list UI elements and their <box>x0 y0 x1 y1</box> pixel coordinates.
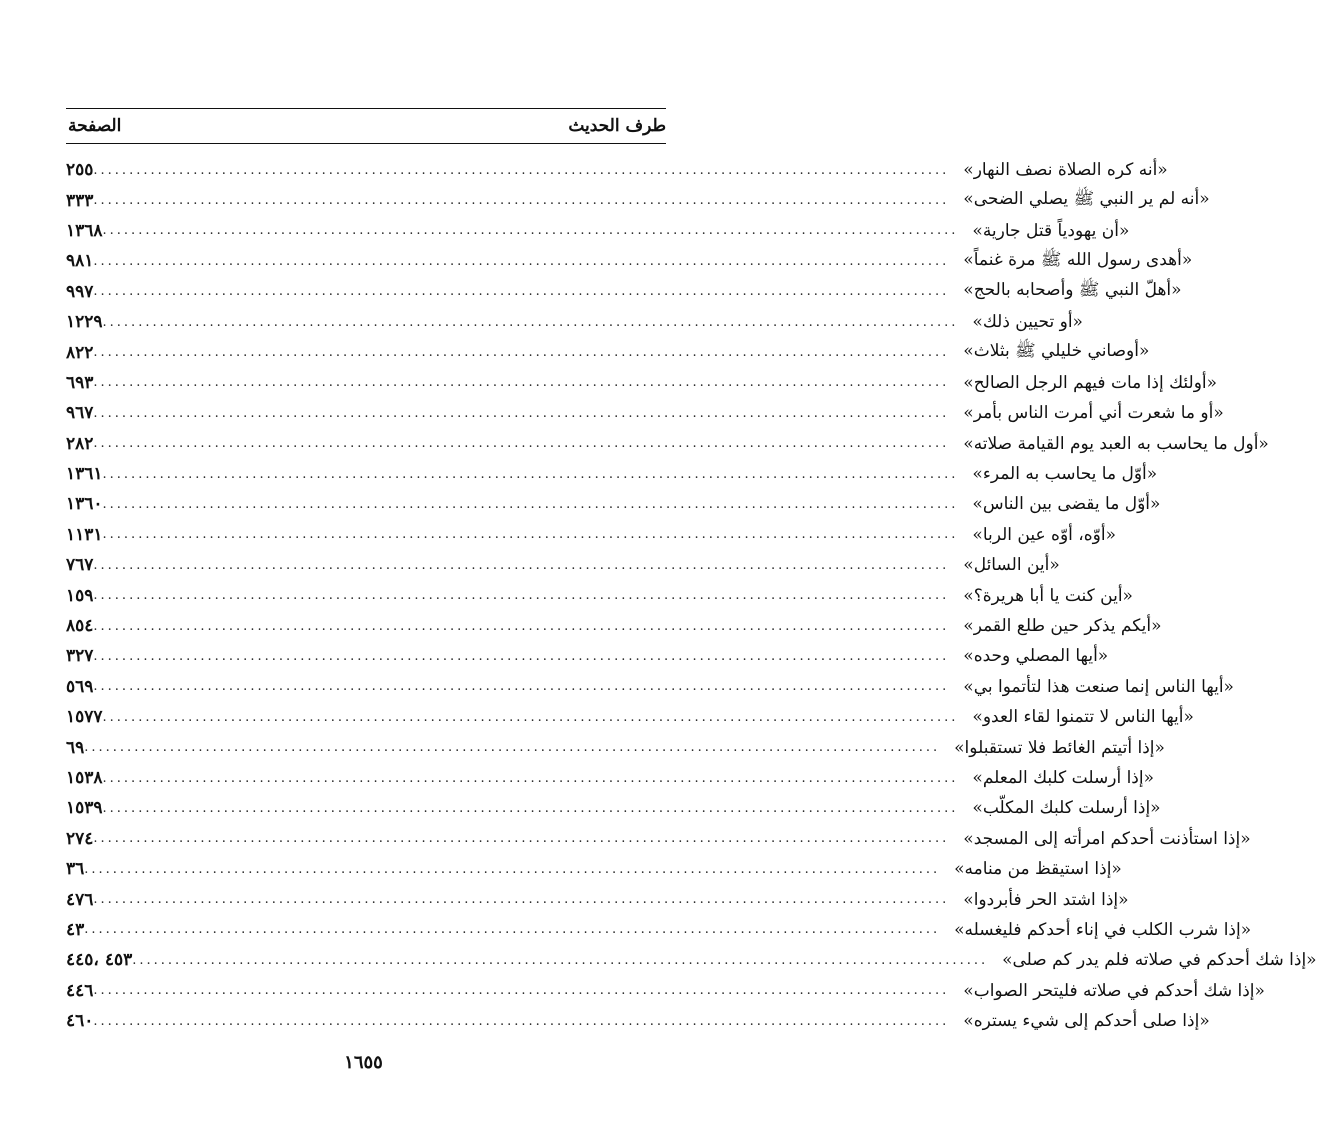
dot-leader: ........................................................................................................................ <box>93 557 950 573</box>
entry-hadith-text: «إذا شرب الكلب في إناء أحدكم فليغسله» <box>954 919 1252 940</box>
entry-page-number: ٩٦٧ <box>66 403 94 424</box>
entry-page-number: ٦٩ <box>66 737 85 758</box>
entry-hadith-text: «إذا أتيتم الغائط فلا تستقبلوا» <box>954 737 1165 758</box>
list-item <box>66 277 1182 307</box>
list-item <box>66 368 1218 398</box>
entry-hadith-text: «أين السائل» <box>963 555 1060 576</box>
list-item <box>66 641 1109 671</box>
dot-leader: ........................................................................................................................ <box>84 740 941 756</box>
entry-page-number: ١١٣١ <box>66 524 103 545</box>
entry-hadith-text: «أين كنت يا أبا هريرة؟» <box>963 585 1133 606</box>
entry-page-number: ٢٧٤ <box>66 828 94 849</box>
entry-page-number: ١٥٣٨ <box>66 768 103 788</box>
entry-hadith-text: «أن يهودياً قتل جارية» <box>972 220 1130 241</box>
entry-page-number: ١٥٩ <box>66 585 94 606</box>
entry-page-number: ٢٨٢ <box>66 433 94 454</box>
list-item <box>66 945 1317 975</box>
list-item <box>66 550 1060 580</box>
list-item <box>66 884 1129 914</box>
entry-page-number: ٣٣٣ <box>66 190 94 211</box>
entry-page-number: ٤٣ <box>66 919 85 940</box>
entry-hadith-text: «إذا استأذنت أحدكم امرأته إلى المسجد» <box>963 828 1251 849</box>
entry-page-number: ٩٨١ <box>66 251 94 272</box>
dot-leader: ........................................................................................................................ <box>84 861 941 877</box>
entry-page-number: ١٣٦١ <box>66 464 103 485</box>
entry-hadith-text: «إذا أرسلت كلبك المكلّب» <box>972 798 1161 819</box>
list-item <box>66 429 1269 459</box>
list-item <box>66 824 1251 854</box>
list-item <box>66 489 1161 519</box>
entry-hadith-text: «أولئك إذا مات فيهم الرجل الصالح» <box>963 372 1218 393</box>
entry-page-number: ٤٦٠ <box>66 1011 94 1032</box>
entry-hadith-text: «أو تحيين ذلك» <box>972 312 1083 333</box>
list-item <box>66 976 1265 1006</box>
entry-hadith-text: «أيها الناس لا تتمنوا لقاء العدو» <box>972 707 1194 728</box>
entry-hadith-text: «إذا اشتد الحر فأبردوا» <box>963 889 1129 910</box>
dot-leader: ........................................................................................................................ <box>93 345 950 361</box>
dot-leader: ........................................................................................................................ <box>93 405 950 421</box>
entry-page-number: ٤٤٦ <box>66 980 94 1001</box>
dot-leader: ........................................................................................................................ <box>93 983 950 999</box>
dot-leader: ........................................................................................................................ <box>93 162 950 178</box>
dot-leader: ........................................................................................................................ <box>132 952 989 968</box>
entry-hadith-text: «أهدى رسول الله ﷺ مرة غنماً» <box>963 249 1193 270</box>
entry-hadith-text: «إذا استيقظ من منامه» <box>954 859 1122 880</box>
list-item <box>66 915 1252 945</box>
entry-hadith-text: «أوصاني خليلي ﷺ بثلاث» <box>963 341 1150 362</box>
entry-page-number: ٢٥٥ <box>66 160 94 181</box>
dot-leader: ........................................................................................................................ <box>84 922 941 938</box>
list-item <box>66 580 1133 610</box>
entry-page-number: ٦٩٣ <box>66 372 94 393</box>
dot-leader: ........................................................................................................................ <box>102 770 959 786</box>
list-item <box>66 854 1122 884</box>
entry-hadith-text: «أيها الناس إنما صنعت هذا لتأتموا بي» <box>963 676 1234 697</box>
entry-hadith-text: «أوّه، أوّه عين الربا» <box>972 524 1117 545</box>
header-underline <box>66 143 666 144</box>
list-item <box>66 793 1161 823</box>
dot-leader: ........................................................................................................................ <box>102 466 959 482</box>
entry-page-number: ١٥٣٩ <box>66 798 103 819</box>
entry-hadith-text: «أيها المصلي وحده» <box>963 646 1109 667</box>
entry-hadith-text: «أوّل ما يقضى بين الناس» <box>972 494 1161 515</box>
dot-leader: ........................................................................................................................ <box>93 193 950 209</box>
entry-hadith-text: «إذا شك أحدكم في صلاته فليتحر الصواب» <box>963 980 1265 1001</box>
index-entries-list <box>66 155 1317 1036</box>
entry-page-number: ٥٦٩ <box>66 676 94 697</box>
list-item <box>66 398 1224 428</box>
entry-hadith-text: «أول ما يحاسب به العبد يوم القيامة صلاته» <box>963 433 1269 454</box>
list-item <box>66 520 1117 550</box>
entry-page-number: ٩٩٧ <box>66 281 94 302</box>
entry-page-number: ٨٢٢ <box>66 342 94 363</box>
page-number: ١٦٥٥ <box>344 1052 383 1073</box>
list-item <box>66 307 1083 337</box>
list-item <box>66 459 1158 489</box>
dot-leader: ........................................................................................................................ <box>93 253 950 269</box>
entry-page-number: ١٥٧٧ <box>66 707 103 728</box>
entry-hadith-text: «أهلّ النبي ﷺ وأصحابه بالحج» <box>963 280 1182 301</box>
dot-leader: ........................................................................................................................ <box>93 588 950 604</box>
entry-page-number: ٣٢٧ <box>66 646 94 667</box>
list-item <box>66 1006 1210 1036</box>
entry-page-number: ١٢٢٩ <box>66 312 103 333</box>
entry-page-number: ١٣٦٠ <box>66 494 103 515</box>
dot-leader: ........................................................................................................................ <box>102 223 959 239</box>
entry-page-number: ١٣٦٨ <box>66 220 103 241</box>
dot-leader: ........................................................................................................................ <box>93 648 950 664</box>
dot-leader: ........................................................................................................................ <box>102 800 959 816</box>
column-header-hadith: طرف الحديث <box>568 116 666 136</box>
entry-page-number: ٤٥٣ ،٤٤٥ <box>66 950 133 971</box>
dot-leader: ........................................................................................................................ <box>93 436 950 452</box>
dot-leader: ........................................................................................................................ <box>93 618 950 634</box>
list-item <box>66 246 1193 276</box>
entry-page-number: ٧٦٧ <box>66 555 94 576</box>
entry-hadith-text: «أوّل ما يحاسب به المرء» <box>972 464 1158 485</box>
dot-leader: ........................................................................................................................ <box>93 831 950 847</box>
top-rule <box>66 108 666 109</box>
entry-page-number: ٨٥٤ <box>66 616 94 637</box>
list-item <box>66 337 1150 367</box>
entry-hadith-text: «أو ما شعرت أني أمرت الناس بأمر» <box>963 403 1224 424</box>
entry-hadith-text: «أنه كره الصلاة نصف النهار» <box>963 160 1168 181</box>
dot-leader: ........................................................................................................................ <box>102 709 959 725</box>
entry-hadith-text: «إذا صلى أحدكم إلى شيء يستره» <box>963 1011 1210 1032</box>
dot-leader: ........................................................................................................................ <box>93 375 950 391</box>
list-item <box>66 155 1168 185</box>
entry-hadith-text: «أنه لم ير النبي ﷺ يصلي الضحى» <box>963 189 1210 210</box>
list-item <box>66 216 1130 246</box>
entry-hadith-text: «إذا شك أحدكم في صلاته فلم يدر كم صلى» <box>1002 950 1317 971</box>
dot-leader: ........................................................................................................................ <box>102 314 959 330</box>
entry-page-number: ٤٧٦ <box>66 889 94 910</box>
entry-page-number: ٣٦ <box>66 859 85 880</box>
dot-leader: ........................................................................................................................ <box>93 284 950 300</box>
list-item <box>66 732 1165 762</box>
dot-leader: ........................................................................................................................ <box>102 496 959 512</box>
list-item <box>66 185 1210 215</box>
dot-leader: ........................................................................................................................ <box>102 527 959 543</box>
list-item <box>66 702 1194 732</box>
dot-leader: ........................................................................................................................ <box>93 1013 950 1029</box>
list-item <box>66 672 1234 702</box>
dot-leader: ........................................................................................................................ <box>93 892 950 908</box>
list-item <box>66 611 1162 641</box>
dot-leader: ........................................................................................................................ <box>93 679 950 695</box>
column-header-page: الصفحة <box>68 116 122 136</box>
list-item <box>66 763 1155 793</box>
entry-hadith-text: «أيكم يذكر حين طلع القمر» <box>963 616 1162 637</box>
entry-hadith-text: «إذا أرسلت كلبك المعلم» <box>972 768 1155 788</box>
